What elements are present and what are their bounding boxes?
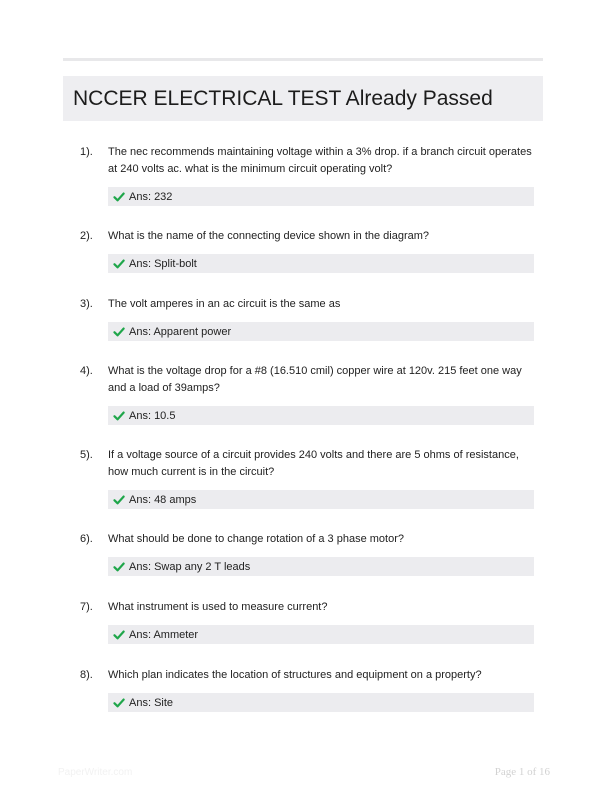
answer-box [108,406,534,425]
question-text: What is the name of the connecting device shown in the diagram? [108,230,430,242]
question-number: 8). [80,669,93,681]
question-item [80,363,540,425]
answer-box [108,693,534,712]
question-number: 6). [80,533,93,545]
question-item [80,667,540,712]
answer-box [108,557,534,576]
question-text: What should be done to change rotation of a 3 phase motor? [108,533,404,545]
check-icon [113,410,125,422]
answer-box [108,490,534,509]
question-number: 5). [80,449,93,461]
question-item [80,228,540,273]
answer-text: Ans: 10.5 [129,409,176,422]
answer-box [108,322,534,341]
question-item [80,599,540,644]
question-number: 3). [80,298,93,310]
check-icon [113,258,125,270]
top-divider [63,58,543,61]
question-number: 7). [80,601,93,613]
check-icon [113,561,125,573]
question-item [80,144,540,206]
check-icon [113,326,125,338]
footer-watermark: PaperWriter.com [58,767,133,778]
question-item [80,296,540,341]
question-text: What is the voltage drop for a #8 (16.510 cmil) copper wire at 120v. 215 feet one way and a load of 39amps? [108,365,522,394]
question-text: The volt amperes in an ac circuit is the same as [108,298,341,310]
question-item [80,531,540,576]
title-bar [63,76,543,121]
question-text: Which plan indicates the location of structures and equipment on a property? [108,669,482,681]
question-number: 4). [80,365,93,377]
check-icon [113,191,125,203]
question-number: 2). [80,230,93,242]
question-text: What instrument is used to measure current? [108,601,328,613]
answer-text: Ans: Apparent power [129,325,232,338]
answer-text: Ans: Split-bolt [129,257,197,270]
check-icon [113,697,125,709]
answer-text: Ans: Ammeter [129,628,199,641]
question-text: If a voltage source of a circuit provides 240 volts and there are 5 ohms of resistance, how much current is in the circuit? [108,449,519,478]
answer-text: Ans: Swap any 2 T leads [129,560,251,573]
page-title: NCCER ELECTRICAL TEST Already Passed [73,86,493,110]
page-number: Page 1 of 16 [494,766,550,778]
answer-box [108,625,534,644]
check-icon [113,494,125,506]
question-number: 1). [80,146,93,158]
answer-text: Ans: 48 amps [129,493,197,506]
answer-text: Ans: Site [129,696,174,709]
answer-box [108,187,534,206]
answer-box [108,254,534,273]
check-icon [113,629,125,641]
answer-text: Ans: 232 [129,190,173,203]
question-text: The nec recommends maintaining voltage within a 3% drop. if a branch circuit operates at 240 volts ac. what is the minimum circuit operating volt? [108,146,532,175]
question-item [80,447,540,509]
